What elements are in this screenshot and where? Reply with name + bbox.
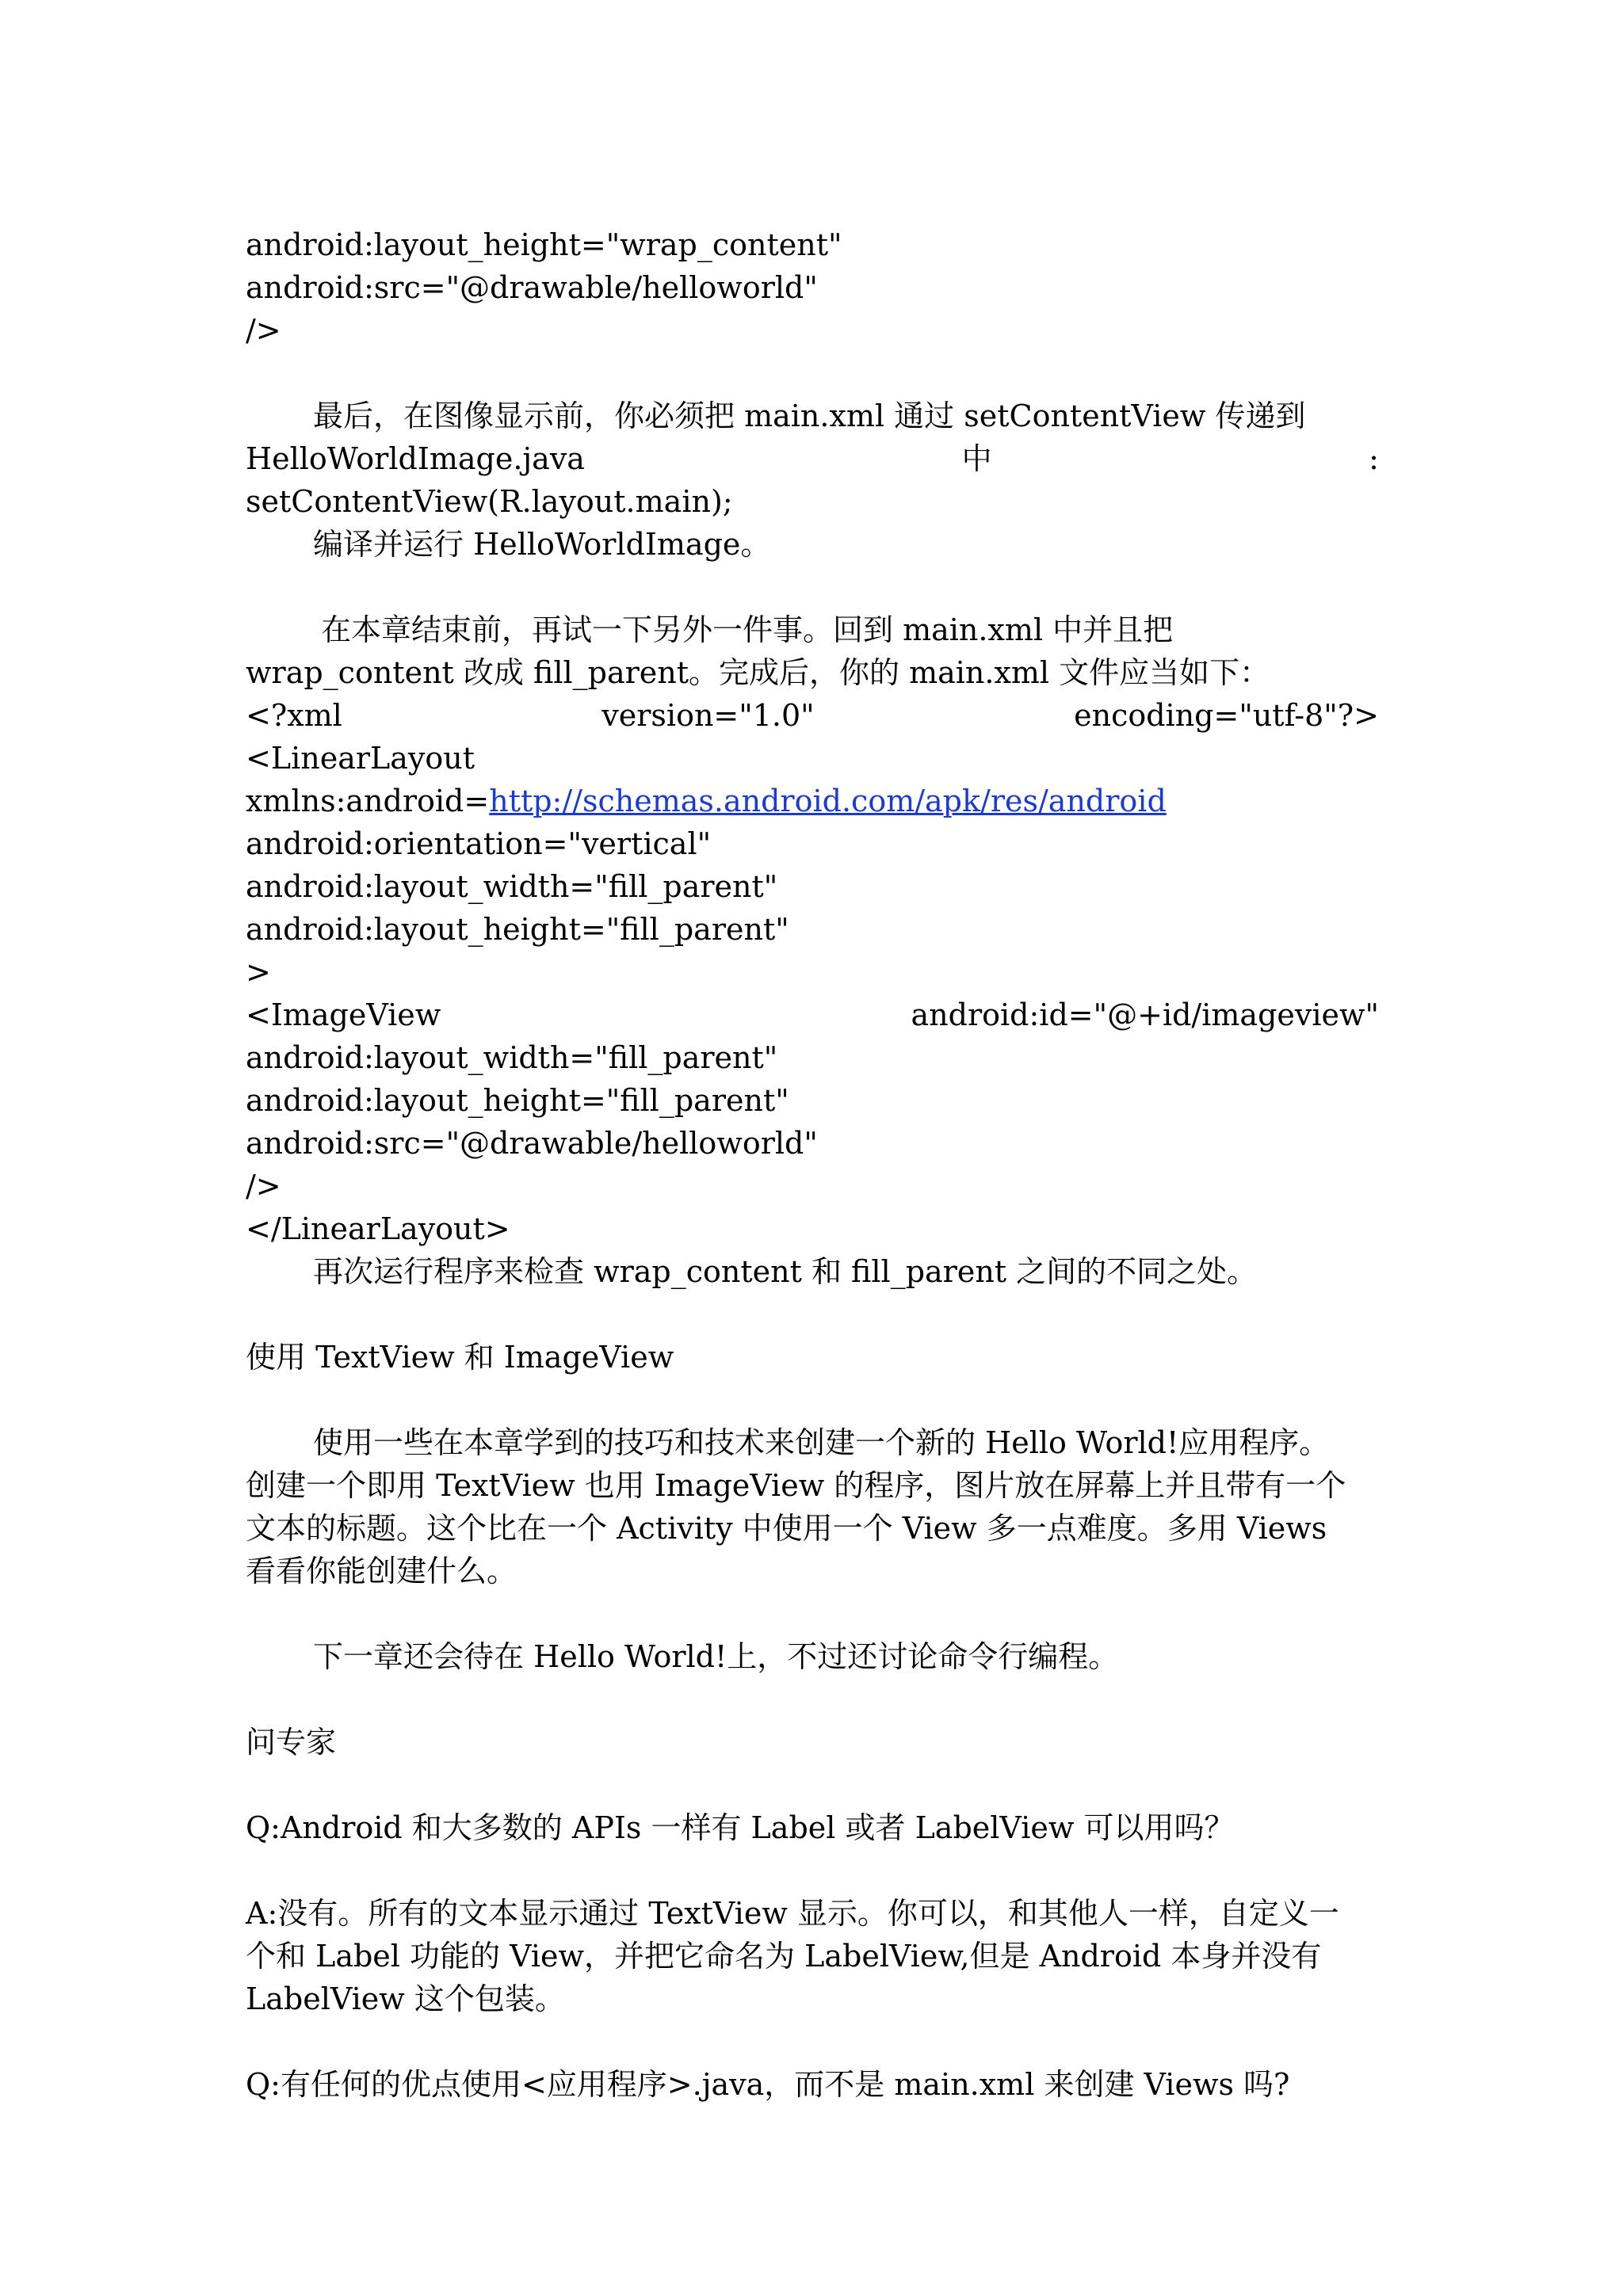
paragraph-line: 最后，在图像显示前，你必须把 main.xml 通过 setContentView 传递到 (313, 399, 1306, 433)
xml-declaration-line (246, 694, 1379, 737)
paragraph-line: wrap_content 改成 fill_parent。完成后，你的 main.xml 文件应当如下： (246, 655, 1270, 690)
code-line: </LinearLayout> (246, 1211, 510, 1246)
code-text: <?xml (246, 698, 342, 733)
paragraph-line: 下一章还会待在 Hello World!上，不过还讨论命令行编程。 (313, 1639, 1119, 1674)
paragraph-text: : (1369, 441, 1379, 476)
code-line: android:layout_width="fill_parent" (246, 1040, 778, 1075)
code-line: android:layout_height="wrap_content" (246, 227, 842, 262)
code-text: <ImageView (246, 997, 441, 1032)
code-line: > (246, 955, 271, 990)
code-line (246, 780, 1379, 822)
code-line: android:layout_height="fill_parent" (246, 912, 789, 947)
code-line: android:layout_height="fill_parent" (246, 1083, 789, 1118)
answer-line: 个和 Label 功能的 View，并把它命名为 LabelView,但是 Android 本身并没有 (246, 1939, 1322, 1974)
paragraph-line: 在本章结束前，再试一下另外一件事。回到 main.xml 中并且把 (321, 612, 1174, 647)
question-line: Q:Android 和大多数的 APIs 一样有 Label 或者 LabelView 可以用吗？ (246, 1810, 1235, 1845)
paragraph-line: 编译并运行 HelloWorldImage。 (313, 527, 771, 562)
code-line: /> (246, 1169, 281, 1203)
code-text: HelloWorldImage.java (246, 441, 585, 476)
code-line: android:src="@drawable/helloworld" (246, 270, 818, 305)
section-heading: 问专家 (246, 1725, 337, 1760)
code-line: setContentView(R.layout.main); (246, 484, 733, 519)
paragraph-line: 使用一些在本章学到的技巧和技术来创建一个新的 Hello World!应用程序。 (313, 1425, 1330, 1460)
question-line: Q:有任何的优点使用<应用程序>.java，而不是 main.xml 来创建 Views 吗? (246, 2067, 1290, 2102)
code-line: android:orientation="vertical" (246, 826, 712, 861)
code-text: encoding="utf-8"?> (1074, 698, 1379, 733)
code-text: android:id="@+id/imageview" (911, 997, 1379, 1032)
paragraph-line: 再次运行程序来检查 wrap_content 和 fill_parent 之间的不同之处。 (313, 1254, 1258, 1289)
code-line: /> (246, 313, 281, 348)
section-heading: 使用 TextView 和 ImageView (246, 1340, 674, 1375)
paragraph-line: 看看你能创建什么。 (246, 1554, 517, 1589)
paragraph-line: 创建一个即用 TextView 也用 ImageView 的程序，图片放在屏幕上并且带有一个 (246, 1468, 1346, 1503)
paragraph-line: 文本的标题。这个比在一个 Activity 中使用一个 View 多一点难度。多用 Views (246, 1511, 1327, 1546)
justified-line (246, 437, 1379, 480)
answer-line: A:没有。所有的文本显示通过 TextView 显示。你可以，和其他人一样，自定义一 (246, 1896, 1339, 1931)
code-text: xmlns:android= (246, 784, 490, 818)
code-line-justified (246, 994, 1379, 1036)
answer-line: LabelView 这个包装。 (246, 1981, 565, 2016)
code-line: <LinearLayout (246, 741, 475, 776)
paragraph-text: 中 (961, 441, 992, 476)
code-line: android:layout_width="fill_parent" (246, 869, 778, 904)
code-text: version="1.0" (601, 698, 815, 733)
code-line: android:src="@drawable/helloworld" (246, 1126, 818, 1161)
schema-link[interactable]: http://schemas.android.com/apk/res/android (489, 784, 1167, 818)
